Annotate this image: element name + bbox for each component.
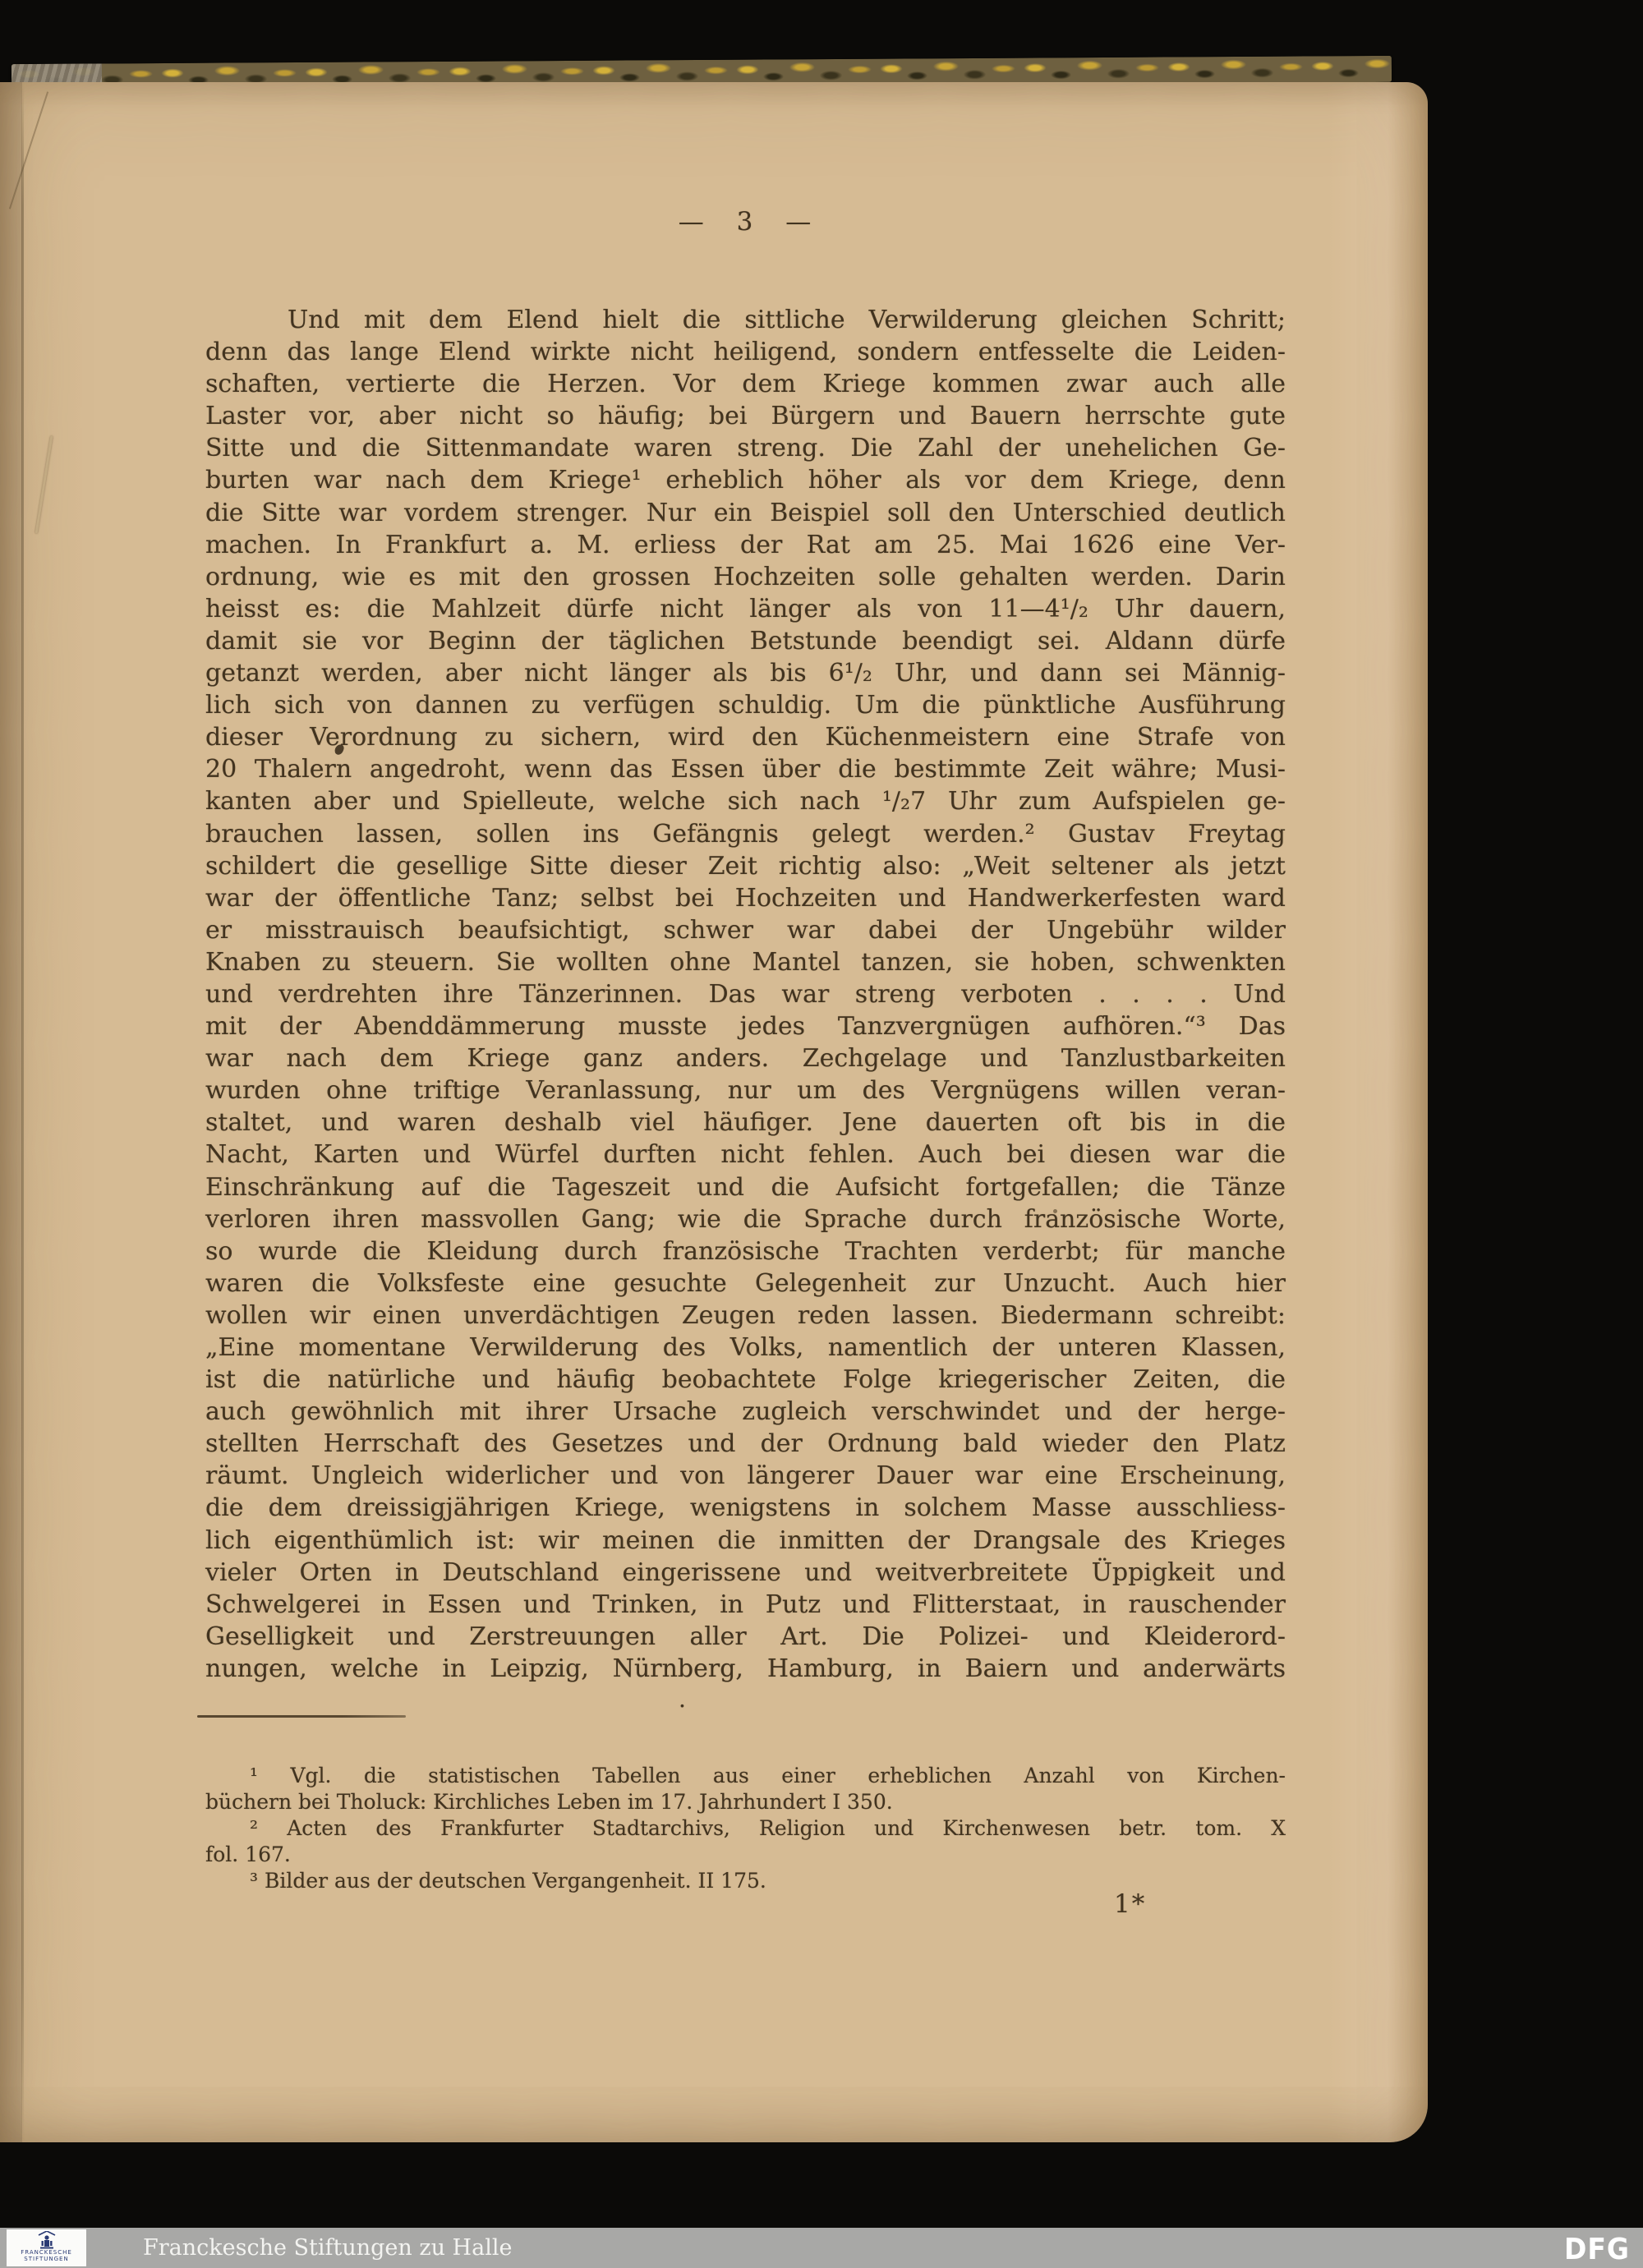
body-text-line: schildert die gesellige Sitte dieser Zeit richtig also: „Weit seltener als jetzt [205,851,1286,881]
body-text-line: die Sitte war vordem strenger. Nur ein Beispiel soll den Unterschied deutlich [205,498,1286,527]
page-crease [21,82,24,2142]
footnote-line: ¹ Vgl. die statistischen Tabellen aus einer erheblichen Anzahl von Kirchen- [250,1764,1286,1787]
body-text-line: Knaben zu steuern. Sie wollten ohne Mantel tanzen, sie hoben, schwenkten [205,947,1286,977]
body-text-line: damit sie vor Beginn der täglichen Betstunde beendigt sei. Aldann dürfe [205,626,1286,656]
body-text-line: Einschränkung auf die Tageszeit und die Aufsicht fortgefallen; die Tänze [205,1172,1286,1202]
body-text-line: Nacht, Karten und Würfel durften nicht fehlen. Auch bei diesen war die [205,1140,1286,1170]
library-label: Franckesche Stiftungen zu Halle [143,2235,513,2261]
digitization-footer-bar [0,2228,1643,2268]
body-text-line: getanzt werden, aber nicht länger als bis 6¹/₂ Uhr, und dann sei Männig- [205,659,1286,688]
footnote-line: ³ Bilder aus der deutschen Vergangenheit. II 175. [250,1869,766,1893]
body-text-line: waren die Volksfeste eine gesuchte Gelegenheit zur Unzucht. Auch hier [205,1268,1286,1298]
body-text-line: er misstrauisch beaufsichtigt, schwer war dabei der Ungebühr wilder [205,915,1286,945]
logo-caption-line2: STIFTUNGEN [24,2256,69,2262]
body-text-line: und verdrehten ihre Tänzerinnen. Das war streng verboten . . . . Und [205,979,1286,1009]
body-text-line: dieser Verordnung zu sichern, wird den Küchenmeistern eine Strafe von [205,723,1286,752]
body-text-line: „Eine momentane Verwilderung des Volks, namentlich der unteren Klassen, [205,1333,1286,1362]
signature-mark: 1* [1114,1889,1147,1919]
franckesche-stiftungen-logo [7,2229,86,2266]
body-text-line: verloren ihren massvollen Gang; wie die Sprache durch französische Worte, [205,1204,1286,1234]
footnote-line: büchern bei Tholuck: Kirchliches Leben im 17. Jahrhundert I 350. [205,1790,893,1814]
body-text-line: kanten aber und Spielleute, welche sich nach ¹/₂7 Uhr zum Aufspielen ge- [205,787,1286,817]
footnote-separator-rule [197,1715,406,1718]
body-text-line: Geselligkeit und Zerstreuungen aller Art. Die Polizei- und Kleiderord- [205,1622,1286,1651]
body-text-line: lich eigenthümlich ist: wir meinen die inmitten der Drangsale des Krieges [205,1525,1286,1555]
catchword-dot: . [679,1686,686,1713]
body-text-line: auch gewöhnlich mit ihrer Ursache zugleich verschwindet und der herge- [205,1397,1286,1427]
spine-shadow [0,82,22,2142]
body-text-line: stellten Herrschaft des Gesetzes und der Ordnung bald wieder den Platz [205,1429,1286,1459]
body-text-line: ist die natürliche und häufig beobachtete Folge kriegerischer Zeiten, die [205,1365,1286,1395]
body-text-line: Und mit dem Elend hielt die sittliche Verwilderung gleichen Schritt; [288,306,1286,334]
footnote-line: ² Acten des Frankfurter Stadtarchivs, Religion und Kirchenwesen betr. tom. X [250,1816,1286,1840]
body-text-line: war nach dem Kriege ganz anders. Zechgelage und Tanzlustbarkeiten [205,1044,1286,1074]
body-text-line: so wurde die Kleidung durch französische Trachten verderbt; für manche [205,1236,1286,1266]
body-text-line: vieler Orten in Deutschland eingerissene und weitverbreitete Üppigkeit und [205,1557,1286,1587]
statue-emblem-icon [37,2231,57,2249]
body-text-line: staltet, und waren deshalb viel häufiger. Jene dauerten oft bis in die [205,1108,1286,1138]
body-text-line: 20 Thalern angedroht, wenn das Essen über die bestimmte Zeit währe; Musi- [205,755,1286,784]
body-text-line: Schwelgerei in Essen und Trinken, in Putz und Flitterstaat, in rauschender [205,1589,1286,1619]
body-text-line: machen. In Frankfurt a. M. erliess der Rat am 25. Mai 1626 eine Ver- [205,530,1286,559]
paper-fiber [35,436,53,534]
footnote-line: fol. 167. [205,1842,291,1866]
dfg-logo: DFG [1563,2231,1630,2266]
body-text-line: denn das lange Elend wirkte nicht heiligend, sondern entfesselte die Leiden- [205,338,1286,367]
page-number: — 3 — [678,207,813,237]
body-text-line: burten war nach dem Kriege¹ erheblich höher als vor dem Kriege, denn [205,466,1286,495]
logo-caption-line1: FRANCKESCHE [21,2249,72,2256]
body-text-line: Laster vor, aber nicht so häufig; bei Bürgern und Bauern herrschte gute [205,402,1286,431]
body-text-block [205,304,1286,1685]
body-text-line: ordnung, wie es mit den grossen Hochzeiten solle gehalten werden. Darin [205,562,1286,591]
body-text-line: schaften, vertierte die Herzen. Vor dem Kriege kommen zwar auch alle [205,370,1286,399]
body-text-line: brauchen lassen, sollen ins Gefängnis gelegt werden.² Gustav Freytag [205,819,1286,849]
body-text-line: lich sich von dannen zu verfügen schuldig. Um die pünktliche Ausführung [205,691,1286,720]
body-text-line: mit der Abenddämmerung musste jedes Tanzvergnügen aufhören.“³ Das [205,1012,1286,1042]
body-text-line: heisst es: die Mahlzeit dürfe nicht länger als von 11—4¹/₂ Uhr dauern, [205,594,1286,623]
body-text-line: wurden ohne triftige Veranlassung, nur um des Vergnügens willen veran- [205,1076,1286,1106]
body-text-line: räumt. Ungleich widerlicher und von längerer Dauer war eine Erscheinung, [205,1461,1286,1491]
body-text-line: wollen wir einen unverdächtigen Zeugen reden lassen. Biedermann schreibt: [205,1300,1286,1330]
body-text-line: die dem dreissigjährigen Kriege, wenigstens in solchem Masse ausschliess- [205,1493,1286,1523]
body-text-line: war der öffentliche Tanz; selbst bei Hochzeiten und Handwerkerfesten ward [205,883,1286,913]
body-text-line: Sitte und die Sittenmandate waren streng. Die Zahl der unehelichen Ge- [205,434,1286,463]
footnotes-block [205,1763,1286,1894]
body-text-line: nungen, welche in Leipzig, Nürnberg, Hamburg, in Baiern und anderwärts [205,1654,1286,1683]
